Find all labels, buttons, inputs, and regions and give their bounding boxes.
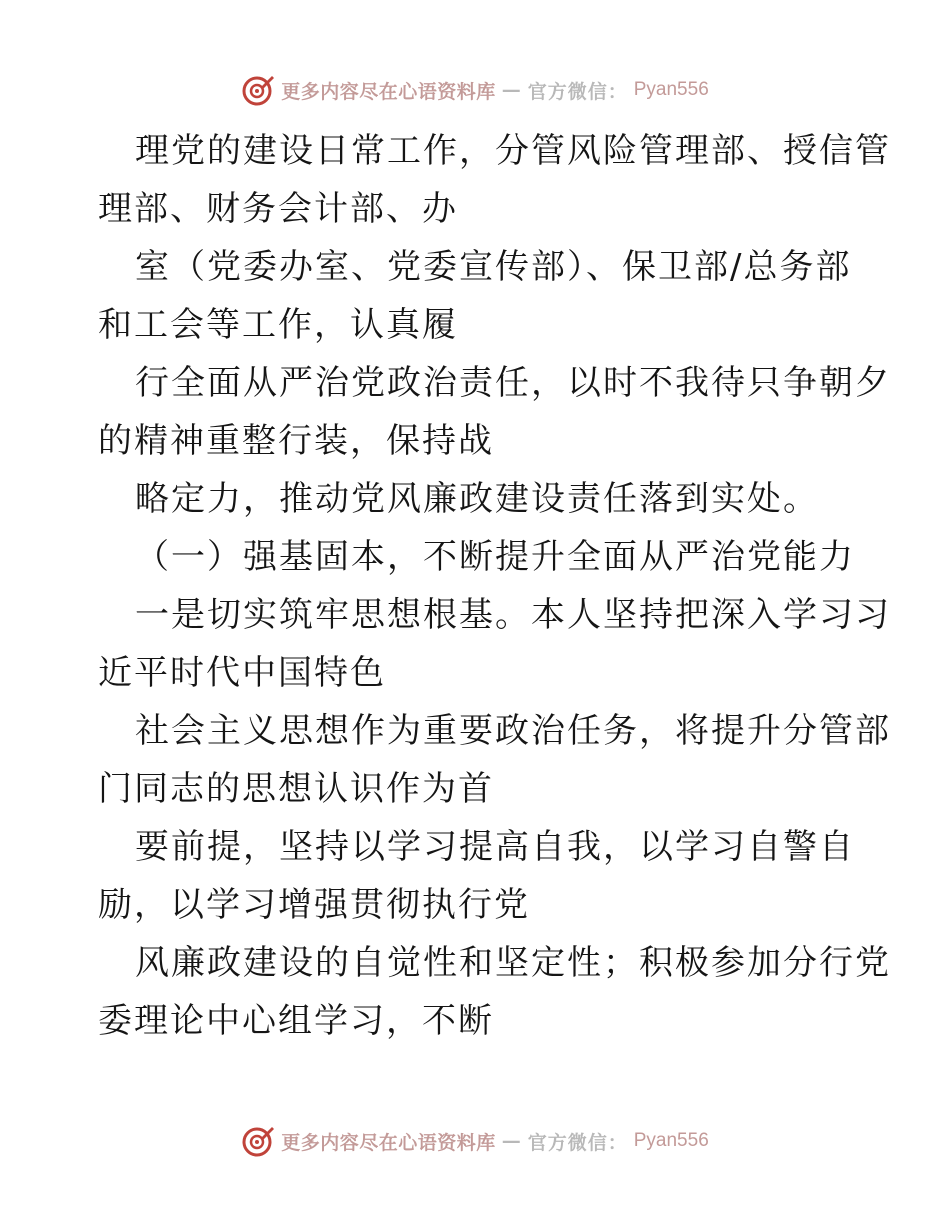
text-line: 近平时代中国特色 — [98, 653, 386, 693]
section-heading: （一）强基固本，不断提升全面从严治党能力 — [135, 537, 855, 577]
text-line: 门同志的思想认识作为首 — [98, 769, 494, 809]
banner-wechat-id: Pyan556 — [633, 79, 709, 100]
document-body — [98, 122, 891, 1050]
text-line: 风廉政建设的自觉性和坚定性；积极参加分行党 — [135, 943, 891, 983]
pen-logo-icon — [241, 73, 275, 107]
header-watermark — [0, 70, 950, 110]
text-line: 室（党委办室、党委宣传部）、保卫部/总务部 — [135, 247, 852, 287]
text-line: 行全面从严治党政治责任，以时不我待只争朝夕 — [135, 363, 891, 403]
text-line: 励，以学习增强贯彻执行党 — [98, 885, 530, 925]
text-line: 社会主义思想作为重要政治任务，将提升分管部 — [135, 711, 891, 751]
text-line: 理党的建设日常工作，分管风险管理部、授信管 — [135, 131, 891, 171]
banner-wechat-label: 官方微信： — [527, 80, 628, 103]
text-line: 一是切实筑牢思想根基。本人坚持把深入学习习 — [135, 595, 891, 635]
text-line: 要前提，坚持以学习提高自我，以学习自警自 — [135, 827, 855, 867]
text-line: 委理论中心组学习，不断 — [98, 1001, 494, 1041]
text-line: 的精神重整行装，保持战 — [98, 421, 494, 461]
banner-dash: — — [501, 79, 522, 101]
banner-wechat-label: 官方微信： — [527, 1131, 628, 1154]
banner-wechat-id: Pyan556 — [633, 1130, 709, 1151]
banner-text: 更多内容尽在心语资料库 — [281, 1131, 496, 1154]
text-line: 略定力，推动党风廉政建设责任落到实处。 — [135, 479, 819, 519]
text-line: 和工会等工作，认真履 — [98, 305, 458, 345]
banner-text: 更多内容尽在心语资料库 — [281, 80, 496, 103]
text-line: 理部、财务会计部、办 — [98, 189, 458, 229]
footer-watermark — [0, 1121, 950, 1161]
pen-logo-icon — [241, 1124, 275, 1158]
banner-dash: — — [501, 1130, 522, 1152]
